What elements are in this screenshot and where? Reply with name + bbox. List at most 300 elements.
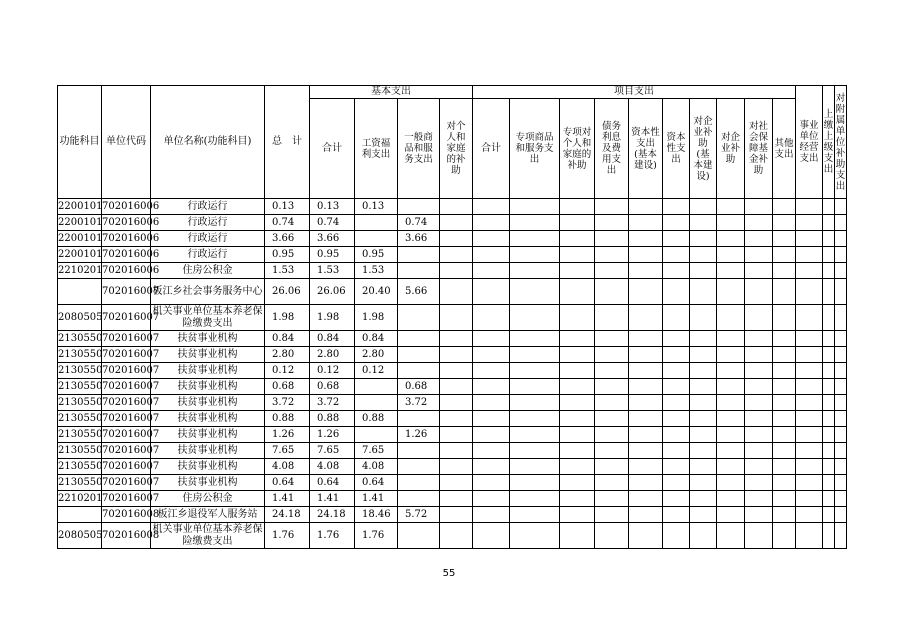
empty-cell: [510, 491, 560, 507]
empty-cell: [663, 395, 690, 411]
basic-total-cell: 0.84: [310, 331, 355, 347]
basic-total-cell: 3.66: [310, 231, 355, 247]
unit-name-cell: 扶贫事业机构: [151, 379, 265, 395]
empty-cell: [663, 305, 690, 331]
empty-cell: [440, 363, 473, 379]
table-row: [58, 305, 847, 331]
empty-cell: [745, 411, 773, 427]
empty-cell: [773, 443, 796, 459]
basic-goods-cell: [398, 475, 440, 491]
empty-cell: [690, 475, 717, 491]
unit-name-cell: 扶贫事业机构: [151, 459, 265, 475]
empty-cell: [717, 215, 745, 231]
unit-code-cell: 702016007: [102, 331, 151, 347]
empty-cell: [835, 305, 847, 331]
empty-cell: [745, 459, 773, 475]
empty-cell: [595, 363, 629, 379]
empty-cell: [717, 411, 745, 427]
empty-cell: [690, 279, 717, 305]
func-cell: 2130550: [58, 427, 102, 443]
empty-cell: [690, 491, 717, 507]
func-cell: 2130550: [58, 379, 102, 395]
unit-name-cell: 扶贫事业机构: [151, 363, 265, 379]
unit-name-cell: 行政运行: [151, 199, 265, 215]
empty-cell: [629, 331, 663, 347]
func-cell: 2200101: [58, 199, 102, 215]
basic-total-cell: 1.26: [310, 427, 355, 443]
table-row: [58, 279, 847, 305]
empty-cell: [690, 305, 717, 331]
unit-code-cell: 702016007: [102, 363, 151, 379]
func-cell: 2210201: [58, 263, 102, 279]
empty-cell: [796, 507, 823, 523]
unit-code-cell: 702016006: [102, 231, 151, 247]
total-cell: 0.13: [265, 199, 310, 215]
basic-total-cell: 0.68: [310, 379, 355, 395]
empty-cell: [473, 215, 510, 231]
total-cell: 1.41: [265, 491, 310, 507]
unit-name-cell: 扶贫事业机构: [151, 331, 265, 347]
empty-cell: [629, 475, 663, 491]
empty-cell: [629, 279, 663, 305]
empty-cell: [663, 491, 690, 507]
total-cell: 7.65: [265, 443, 310, 459]
empty-cell: [560, 215, 595, 231]
func-cell: [58, 279, 102, 305]
empty-cell: [560, 231, 595, 247]
basic-wages-cell: [355, 395, 398, 411]
unit-name-cell: 行政运行: [151, 215, 265, 231]
empty-cell: [663, 279, 690, 305]
page-number: 55: [442, 568, 456, 579]
empty-cell: [823, 523, 835, 549]
header-func: 功能科目: [58, 86, 102, 199]
empty-cell: [440, 263, 473, 279]
empty-cell: [745, 523, 773, 549]
empty-cell: [773, 379, 796, 395]
empty-cell: [663, 231, 690, 247]
empty-cell: [629, 395, 663, 411]
empty-cell: [663, 475, 690, 491]
table-row: [58, 523, 847, 549]
empty-cell: [823, 347, 835, 363]
basic-wages-cell: 1.53: [355, 263, 398, 279]
empty-cell: [473, 523, 510, 549]
empty-cell: [595, 279, 629, 305]
empty-cell: [690, 199, 717, 215]
empty-cell: [717, 523, 745, 549]
empty-cell: [690, 427, 717, 443]
total-cell: 1.76: [265, 523, 310, 549]
table-row: [58, 443, 847, 459]
empty-cell: [560, 443, 595, 459]
empty-cell: [440, 507, 473, 523]
empty-cell: [690, 231, 717, 247]
empty-cell: [473, 507, 510, 523]
func-cell: 2200101: [58, 215, 102, 231]
empty-cell: [663, 215, 690, 231]
empty-cell: [745, 331, 773, 347]
unit-name-cell: 板江乡退役军人服务站: [151, 507, 265, 523]
empty-cell: [663, 523, 690, 549]
empty-cell: [690, 363, 717, 379]
empty-cell: [773, 523, 796, 549]
func-cell: [58, 507, 102, 523]
unit-code-cell: 702016007: [102, 427, 151, 443]
empty-cell: [717, 379, 745, 395]
empty-cell: [629, 215, 663, 231]
empty-cell: [690, 411, 717, 427]
unit-code-cell: 702016007: [102, 443, 151, 459]
empty-cell: [473, 199, 510, 215]
basic-total-cell: 1.53: [310, 263, 355, 279]
empty-cell: [595, 379, 629, 395]
empty-cell: [823, 199, 835, 215]
total-cell: 3.66: [265, 231, 310, 247]
empty-cell: [510, 523, 560, 549]
header-proj-social: 对社会保障基金补助: [745, 99, 773, 199]
unit-code-cell: 702016008: [102, 523, 151, 549]
empty-cell: [440, 411, 473, 427]
basic-wages-cell: [355, 427, 398, 443]
empty-cell: [773, 427, 796, 443]
empty-cell: [823, 379, 835, 395]
table-row: [58, 199, 847, 215]
empty-cell: [510, 379, 560, 395]
empty-cell: [440, 215, 473, 231]
empty-cell: [745, 347, 773, 363]
unit-code-cell: 702016007: [102, 395, 151, 411]
empty-cell: [823, 443, 835, 459]
basic-wages-cell: [355, 231, 398, 247]
total-cell: 26.06: [265, 279, 310, 305]
empty-cell: [823, 279, 835, 305]
unit-name-cell: 机关事业单位基本养老保险缴费支出: [152, 523, 263, 547]
empty-cell: [690, 395, 717, 411]
empty-cell: [510, 347, 560, 363]
empty-cell: [560, 523, 595, 549]
empty-cell: [690, 523, 717, 549]
basic-total-cell: 0.95: [310, 247, 355, 263]
total-cell: 1.26: [265, 427, 310, 443]
unit-code-cell: 702016006: [102, 263, 151, 279]
empty-cell: [835, 427, 847, 443]
empty-cell: [835, 199, 847, 215]
total-cell: 0.84: [265, 331, 310, 347]
func-cell: 2200101: [58, 247, 102, 263]
header-proj-total: 合计: [473, 99, 510, 199]
total-cell: 0.95: [265, 247, 310, 263]
empty-cell: [510, 395, 560, 411]
empty-cell: [745, 263, 773, 279]
empty-cell: [663, 411, 690, 427]
unit-name-cell: 板江乡社会事务服务中心: [151, 279, 265, 305]
basic-goods-cell: [398, 199, 440, 215]
empty-cell: [560, 459, 595, 475]
empty-cell: [835, 459, 847, 475]
func-cell: 2130550: [58, 363, 102, 379]
empty-cell: [823, 231, 835, 247]
empty-cell: [823, 507, 835, 523]
empty-cell: [745, 491, 773, 507]
basic-wages-cell: 1.41: [355, 491, 398, 507]
basic-wages-cell: 1.76: [355, 523, 398, 549]
basic-wages-cell: 0.88: [355, 411, 398, 427]
empty-cell: [629, 363, 663, 379]
empty-cell: [663, 379, 690, 395]
header-proj-capital: 资本性支出(基本建设): [629, 99, 663, 199]
empty-cell: [595, 443, 629, 459]
basic-total-cell: 4.08: [310, 459, 355, 475]
header-proj-subsidy: 专项对个人和家庭的补助: [560, 99, 595, 199]
empty-cell: [629, 411, 663, 427]
empty-cell: [510, 199, 560, 215]
empty-cell: [745, 427, 773, 443]
basic-total-cell: 26.06: [310, 279, 355, 305]
header-basic-subsidy: 对个人和家庭的补助: [440, 99, 473, 199]
unit-name-cell: 行政运行: [151, 231, 265, 247]
empty-cell: [835, 523, 847, 549]
empty-cell: [796, 263, 823, 279]
header-proj-other: 其他支出: [773, 99, 796, 199]
func-cell: 2130550: [58, 395, 102, 411]
unit-name-cell: 扶贫事业机构: [151, 475, 265, 491]
empty-cell: [717, 427, 745, 443]
empty-cell: [773, 347, 796, 363]
empty-cell: [595, 231, 629, 247]
empty-cell: [690, 443, 717, 459]
basic-goods-cell: 3.72: [398, 395, 440, 411]
empty-cell: [835, 379, 847, 395]
empty-cell: [595, 215, 629, 231]
table-row: [58, 347, 847, 363]
basic-wages-cell: 4.08: [355, 459, 398, 475]
empty-cell: [835, 279, 847, 305]
basic-goods-cell: [398, 305, 440, 331]
empty-cell: [717, 305, 745, 331]
table-row: [58, 231, 847, 247]
empty-cell: [595, 331, 629, 347]
unit-code-cell: 702016007: [102, 379, 151, 395]
empty-cell: [745, 231, 773, 247]
empty-cell: [796, 247, 823, 263]
header-basic-goods: 一般商品和服务支出: [398, 99, 440, 199]
empty-cell: [745, 443, 773, 459]
empty-cell: [595, 523, 629, 549]
empty-cell: [835, 215, 847, 231]
header-basic-wages: 工资福利支出: [355, 99, 398, 199]
total-cell: 0.64: [265, 475, 310, 491]
empty-cell: [690, 331, 717, 347]
unit-code-cell: 702016007: [102, 491, 151, 507]
func-cell: 2130550: [58, 411, 102, 427]
basic-total-cell: 0.74: [310, 215, 355, 231]
empty-cell: [773, 395, 796, 411]
header-proj-capital2: 资本性支出: [663, 99, 690, 199]
basic-total-cell: 0.88: [310, 411, 355, 427]
basic-goods-cell: [398, 247, 440, 263]
func-cell: 2130550: [58, 331, 102, 347]
empty-cell: [473, 459, 510, 475]
empty-cell: [560, 363, 595, 379]
empty-cell: [773, 507, 796, 523]
basic-goods-cell: 0.74: [398, 215, 440, 231]
empty-cell: [773, 491, 796, 507]
empty-cell: [595, 199, 629, 215]
empty-cell: [595, 247, 629, 263]
empty-cell: [717, 347, 745, 363]
empty-cell: [440, 523, 473, 549]
basic-wages-cell: 0.64: [355, 475, 398, 491]
empty-cell: [510, 363, 560, 379]
empty-cell: [473, 231, 510, 247]
unit-name-cell: 住房公积金: [151, 491, 265, 507]
header-proj-ent-build: 对企业补助(基本建设): [690, 99, 717, 199]
empty-cell: [663, 247, 690, 263]
empty-cell: [629, 379, 663, 395]
empty-cell: [773, 411, 796, 427]
basic-wages-cell: 2.80: [355, 347, 398, 363]
empty-cell: [629, 347, 663, 363]
unit-code-cell: 702016007: [102, 411, 151, 427]
empty-cell: [690, 263, 717, 279]
empty-cell: [663, 427, 690, 443]
empty-cell: [823, 491, 835, 507]
empty-cell: [440, 459, 473, 475]
empty-cell: [745, 475, 773, 491]
empty-cell: [773, 475, 796, 491]
basic-wages-cell: [355, 215, 398, 231]
basic-goods-cell: 0.68: [398, 379, 440, 395]
empty-cell: [595, 491, 629, 507]
empty-cell: [560, 427, 595, 443]
empty-cell: [717, 247, 745, 263]
empty-cell: [835, 363, 847, 379]
empty-cell: [773, 363, 796, 379]
table-row: [58, 263, 847, 279]
empty-cell: [717, 363, 745, 379]
empty-cell: [717, 231, 745, 247]
empty-cell: [823, 363, 835, 379]
empty-cell: [835, 443, 847, 459]
empty-cell: [440, 305, 473, 331]
unit-code-cell: 702016007: [102, 305, 151, 331]
unit-code-cell: 702016007: [102, 459, 151, 475]
basic-goods-cell: 3.66: [398, 231, 440, 247]
empty-cell: [560, 347, 595, 363]
empty-cell: [773, 247, 796, 263]
empty-cell: [473, 491, 510, 507]
empty-cell: [796, 459, 823, 475]
empty-cell: [796, 331, 823, 347]
empty-cell: [473, 305, 510, 331]
basic-goods-cell: 5.66: [398, 279, 440, 305]
empty-cell: [440, 347, 473, 363]
empty-cell: [473, 247, 510, 263]
basic-wages-cell: 7.65: [355, 443, 398, 459]
empty-cell: [773, 331, 796, 347]
empty-cell: [440, 443, 473, 459]
basic-goods-cell: [398, 347, 440, 363]
basic-total-cell: 0.64: [310, 475, 355, 491]
table-row: [58, 507, 847, 523]
empty-cell: [835, 331, 847, 347]
total-cell: 24.18: [265, 507, 310, 523]
empty-cell: [473, 395, 510, 411]
basic-goods-cell: [398, 263, 440, 279]
empty-cell: [835, 411, 847, 427]
empty-cell: [690, 347, 717, 363]
basic-total-cell: 2.80: [310, 347, 355, 363]
empty-cell: [690, 459, 717, 475]
empty-cell: [690, 215, 717, 231]
empty-cell: [717, 507, 745, 523]
unit-name-cell: 机关事业单位基本养老保险缴费支出: [152, 305, 263, 329]
basic-wages-cell: [355, 379, 398, 395]
table-row: [58, 331, 847, 347]
empty-cell: [717, 199, 745, 215]
empty-cell: [663, 347, 690, 363]
total-cell: 0.88: [265, 411, 310, 427]
header-project-group: 项目支出: [473, 86, 796, 99]
empty-cell: [796, 443, 823, 459]
table-row: [58, 395, 847, 411]
empty-cell: [510, 305, 560, 331]
empty-cell: [560, 199, 595, 215]
empty-cell: [745, 247, 773, 263]
empty-cell: [796, 523, 823, 549]
empty-cell: [510, 215, 560, 231]
empty-cell: [595, 395, 629, 411]
unit-name-cell: 扶贫事业机构: [151, 443, 265, 459]
empty-cell: [440, 231, 473, 247]
empty-cell: [595, 459, 629, 475]
empty-cell: [473, 263, 510, 279]
empty-cell: [595, 507, 629, 523]
empty-cell: [796, 305, 823, 331]
empty-cell: [835, 395, 847, 411]
empty-cell: [629, 305, 663, 331]
empty-cell: [835, 507, 847, 523]
empty-cell: [717, 395, 745, 411]
empty-cell: [440, 491, 473, 507]
empty-cell: [835, 231, 847, 247]
basic-goods-cell: [398, 459, 440, 475]
empty-cell: [473, 279, 510, 305]
empty-cell: [473, 427, 510, 443]
unit-code-cell: 702016007: [102, 279, 151, 305]
basic-goods-cell: 5.72: [398, 507, 440, 523]
empty-cell: [560, 263, 595, 279]
empty-cell: [629, 523, 663, 549]
unit-code-cell: 702016008: [102, 507, 151, 523]
empty-cell: [823, 475, 835, 491]
empty-cell: [690, 507, 717, 523]
header-remit: 上缴上级支出: [823, 86, 835, 199]
empty-cell: [663, 263, 690, 279]
unit-name-cell: 扶贫事业机构: [151, 395, 265, 411]
empty-cell: [595, 411, 629, 427]
unit-name-cell: 住房公积金: [151, 263, 265, 279]
basic-wages-cell: 1.98: [355, 305, 398, 331]
empty-cell: [823, 247, 835, 263]
total-cell: 0.12: [265, 363, 310, 379]
header-proj-ent: 对企业补助: [717, 99, 745, 199]
basic-goods-cell: 1.26: [398, 427, 440, 443]
func-cell: 2130550: [58, 443, 102, 459]
basic-total-cell: 0.12: [310, 363, 355, 379]
empty-cell: [595, 475, 629, 491]
